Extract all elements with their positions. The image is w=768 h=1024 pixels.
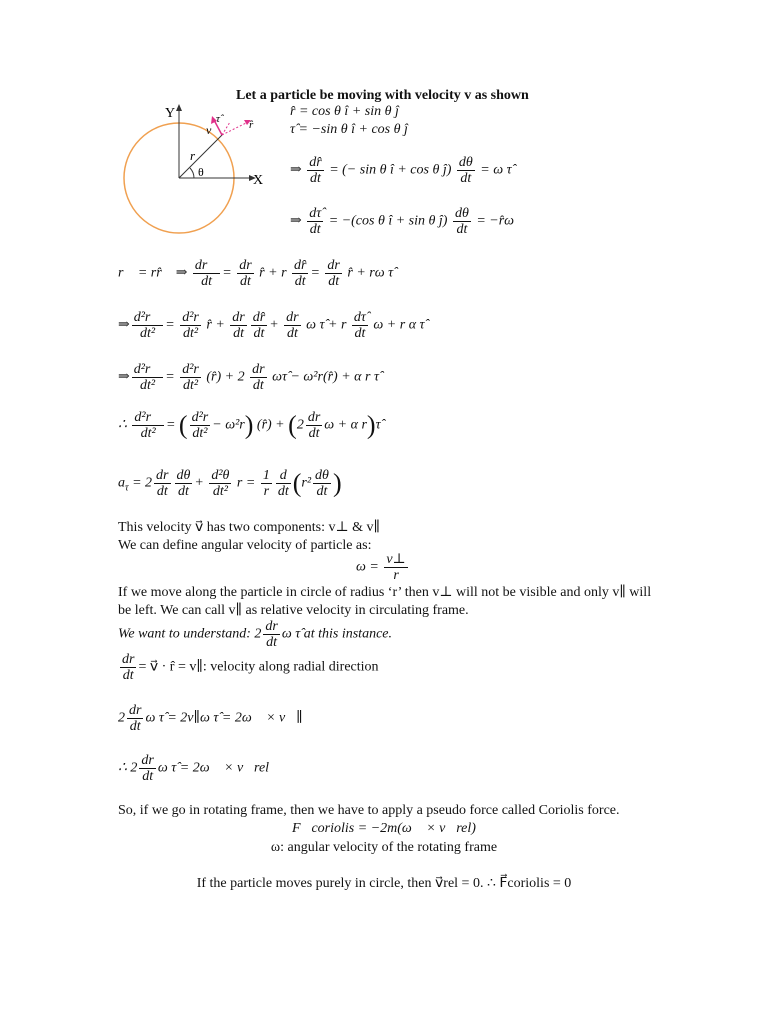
tangential-acceleration-equation: $a_\tau = 2$ $\frac{dr}{dt}$ $\frac{d\theta}{dt}$ + $\frac{\text{d²θ}}{\text{dt²}}$ r = $\frac{1}{r}$ $\frac{d}{dt}$ (r² $\frac{d\theta}{dt}$ ) bbox=[118, 468, 342, 499]
acceleration-equation-3: ∴ $\frac{\text{d²r⃗}}{\text{dt²}}$ = ( $\frac{\text{d²r}}{\text{dt²}}$ − ω²r) (r̂) + (2 $\frac{dr}{dt}$ ω + α r)τ̂ bbox=[118, 410, 381, 441]
relative-velocity-sentence-1: If we move along the particle in circle of radius ‘r’ then v⊥ will not be visible and only v∥ will bbox=[118, 585, 652, 600]
that-definition: τ̂ = −sin θ î + cos θ ĵ bbox=[290, 122, 408, 137]
pseudo-force-sentence: So, if we go in rotating frame, then we have to apply a pseudo force called Coriolis force. bbox=[118, 803, 620, 818]
position-equation: r⃗ = rr̂ ⇒ $\frac{dr⃗}{dt}$ = $\frac{dr}{dt}$ r̂ + r $\frac{dr̂}{dt}$ = $\frac{dr}{dt}$ r̂ + rω τ̂ bbox=[118, 258, 394, 289]
understand-term-line: We want to understand: 2 $\frac{dr}{dt}$ ω τ̂ at this instance. bbox=[118, 619, 392, 650]
radius-label: r bbox=[190, 148, 196, 163]
components-sentence: This velocity v⃗ has two components: v⊥ & v∥ bbox=[118, 520, 381, 535]
omega-definition: ω = $\frac{v\perp}{r}$ bbox=[356, 552, 406, 583]
relative-velocity-sentence-2: be left. We can call v∥ as relative velocity in circulating frame. bbox=[118, 603, 469, 618]
acceleration-equation-1: ⇒ $\frac{\text{d²r⃗}}{\text{dt²}}$ = $\frac{\text{d²r}}{\text{dt²}}$ r̂ + $\frac{dr}{dt}$ $\frac{dr̂}{dt}$ + $\frac{dr}{dt}$ ω τ̂ + r $\frac{d\taû}{dt}$ ω + r α τ̂ bbox=[118, 310, 425, 341]
rhat-definition: r̂ = cos θ î + sin θ ĵ bbox=[290, 104, 399, 119]
page-title: Let a particle be moving with velocity v as shown bbox=[236, 88, 529, 103]
coriolis-result-line: ∴ 2 $\frac{dr}{dt}$ ω τ̂ = 2ω⃗ × v⃗rel bbox=[118, 753, 270, 784]
circular-motion-conclusion: If the particle moves purely in circle, then v⃗rel = 0. ∴ F⃗coriolis = 0 bbox=[196, 876, 572, 891]
y-axis-label: Y bbox=[165, 106, 176, 121]
angular-velocity-sentence: We can define angular velocity of particle as: bbox=[118, 538, 372, 553]
coriolis-term-line: 2 $\frac{dr}{dt}$ ω τ̂ = 2v∥ω τ̂ = 2ω⃗ × v⃗∥ bbox=[118, 703, 303, 734]
angle-label: θ bbox=[198, 165, 204, 179]
x-axis-label: X bbox=[253, 173, 264, 188]
acceleration-equation-2: ⇒ $\frac{\text{d²r⃗}}{\text{dt²}}$ = $\frac{\text{d²r}}{\text{dt²}}$ (r̂) + 2 $\frac{dr}{dt}$ ωτ̂ − ω²r(r̂) + α r τ̂ bbox=[118, 362, 379, 393]
circle-diagram bbox=[110, 98, 280, 238]
omega-description: ω: angular velocity of the rotating frame bbox=[270, 840, 498, 855]
y-axis-arrow bbox=[176, 104, 182, 111]
radial-vector bbox=[222, 122, 248, 135]
radial-label: r̂ bbox=[249, 119, 254, 131]
radial-velocity-line: $\frac{dr}{dt}$ = v⃗ · r̂ = v∥: velocity along radial direction bbox=[122, 652, 379, 683]
velocity-label: v bbox=[206, 123, 212, 137]
dthat-dt-equation: ⇒ $\frac{d\taû}{dt}$ = −(cos θ î + sin θ ĵ) $\frac{d\theta}{dt}$ = −r̂ω bbox=[290, 206, 515, 237]
tangent-label: τ̂ bbox=[216, 113, 220, 125]
drhat-dt-equation: ⇒ $\frac{dr̂}{dt}$ = (− sin θ î + cos θ ĵ) $\frac{d\theta}{dt}$ = ω τ̂ bbox=[290, 155, 512, 186]
angle-arc bbox=[190, 168, 194, 178]
coriolis-force-equation: F⃗coriolis = −2m(ω⃗ × v⃗rel) bbox=[292, 821, 476, 836]
